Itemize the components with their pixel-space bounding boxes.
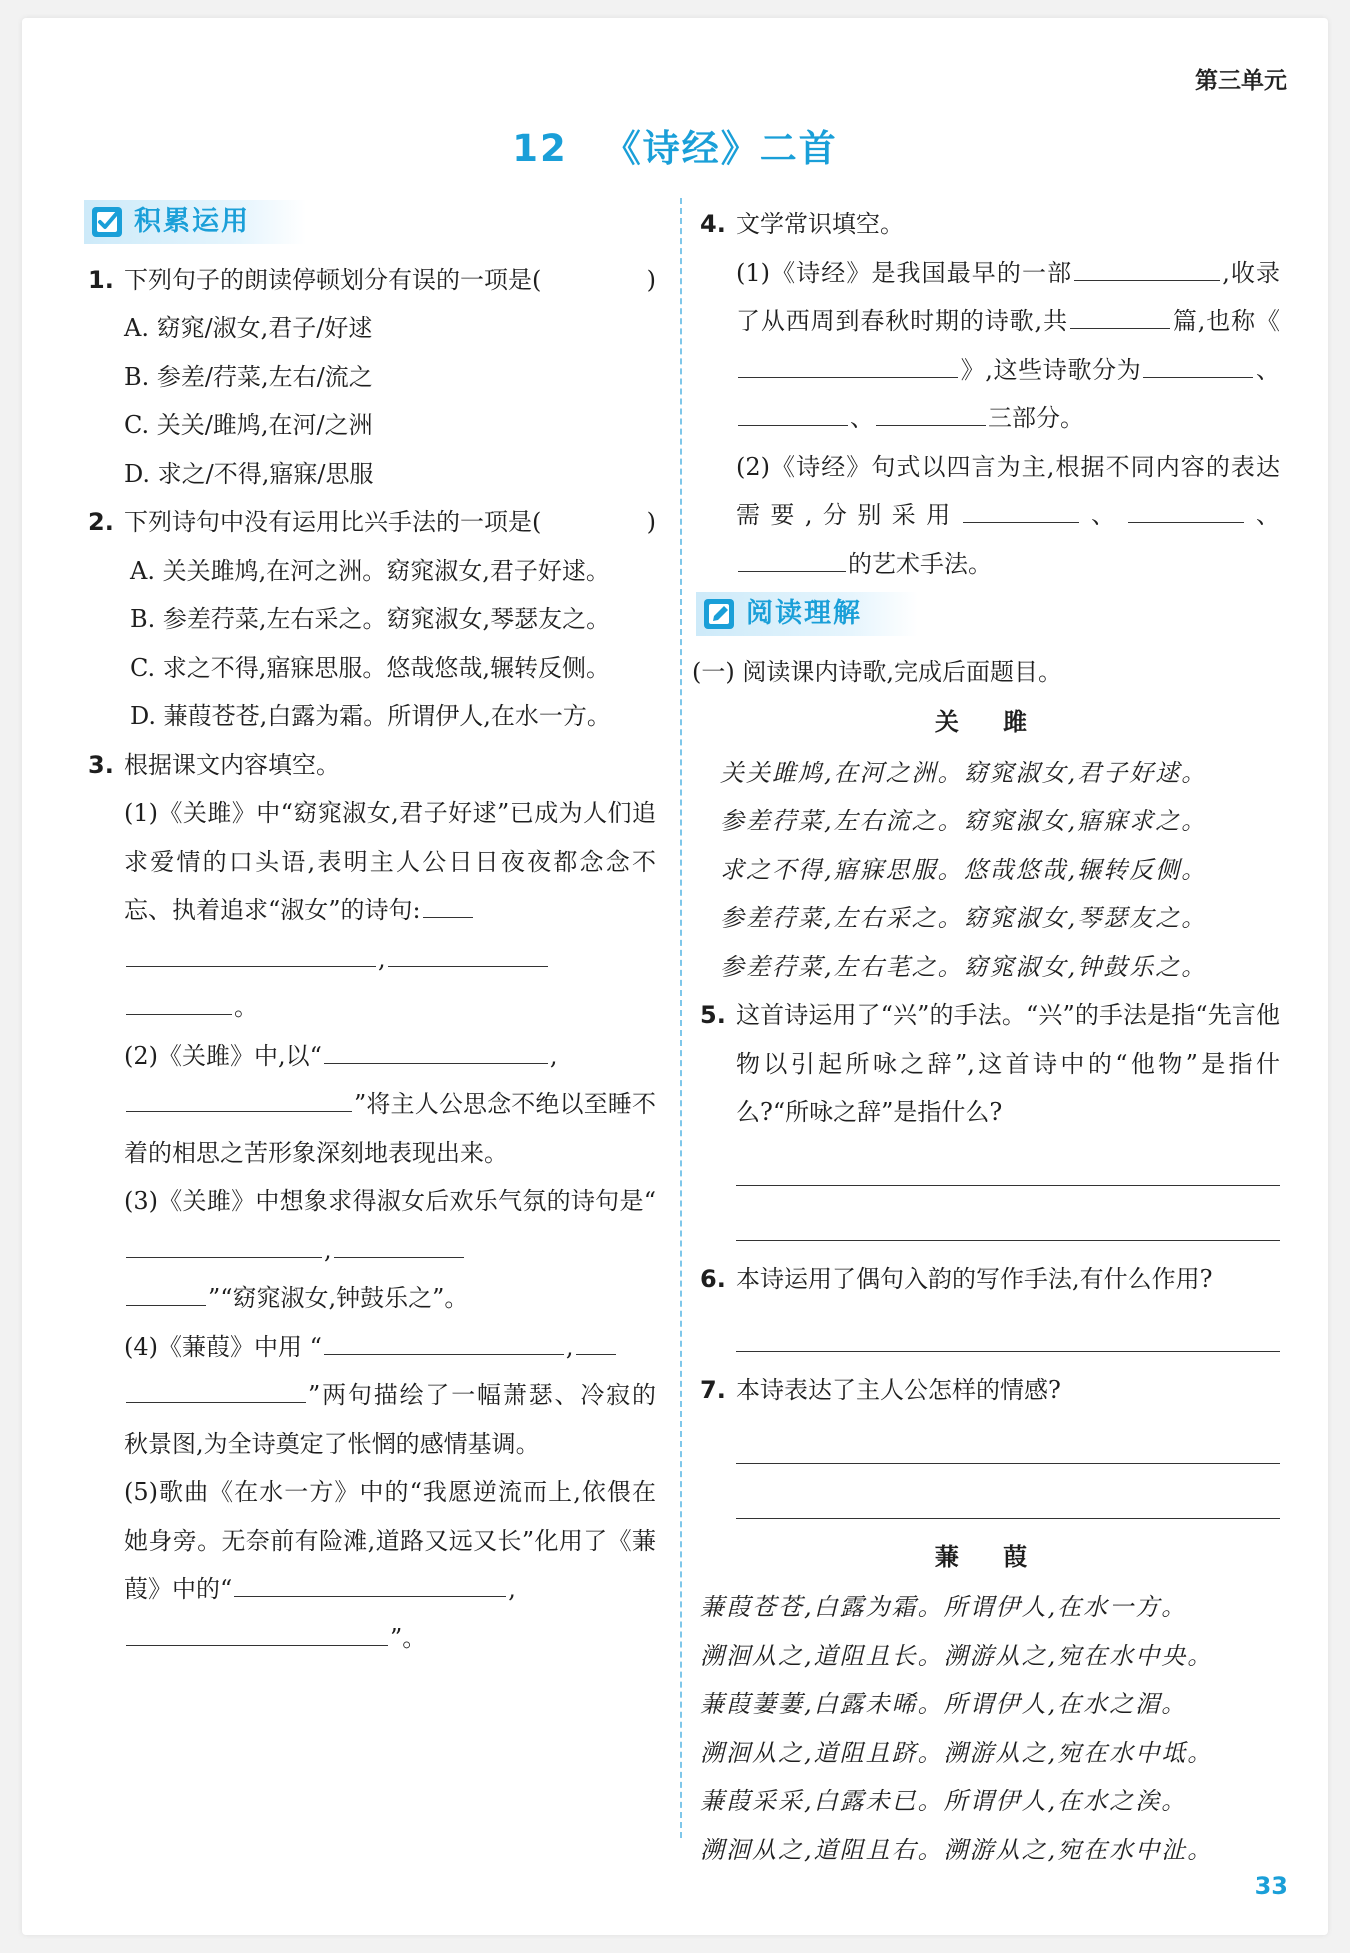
poem-line: 关关雎鸠,在河之洲。窈窕淑女,君子好逑。 <box>720 758 1208 787</box>
fill-item-4 <box>88 1323 656 1469</box>
poem-line: 溯洄从之,道阻且跻。溯游从之,宛在水中坻。 <box>700 1738 1214 1767</box>
item-text: ”两句描绘了一幅萧瑟、冷寂的秋景图,为全诗奠定了怅惘的感情基调。 <box>124 1381 656 1458</box>
option-c: C. 关关/雎鸠,在河/之洲 <box>124 411 373 439</box>
section-header-accumulate <box>84 200 306 244</box>
question-number: 7. <box>700 1376 726 1404</box>
question-number: 5. <box>700 1001 726 1029</box>
answer-bracket[interactable]: ) <box>646 508 656 536</box>
question-number: 1. <box>88 265 114 294</box>
poem-line: 溯洄从之,道阻且右。溯游从之,宛在水中沚。 <box>700 1835 1214 1864</box>
option-a: A. 窈窕/淑女,君子/好逑 <box>124 314 373 342</box>
answer-blank[interactable] <box>1070 298 1170 329</box>
question-text: 本诗运用了偶句入韵的写作手法,有什么作用? <box>736 1264 1213 1293</box>
answer-blank[interactable] <box>963 492 1079 523</box>
option-a: A. 关关雎鸠,在河之洲。窈窕淑女,君子好逑。 <box>130 556 610 585</box>
answer-blank[interactable] <box>324 1324 564 1355</box>
answer-blank[interactable] <box>388 936 548 967</box>
poem-line: 溯洄从之,道阻且长。溯游从之,宛在水中央。 <box>700 1641 1214 1670</box>
answer-line[interactable] <box>736 1303 1280 1352</box>
answer-blank[interactable] <box>324 1033 548 1064</box>
question-text: 这首诗运用了“兴”的手法。“兴”的手法是指“先言他物以引起所咏之辞”,这首诗中的“他物”是指什么?“所咏之辞”是指什么? <box>736 1001 1280 1126</box>
question-text: 本诗表达了主人公怎样的情感? <box>736 1376 1061 1404</box>
answer-blank[interactable] <box>423 887 473 918</box>
poem-line: 求之不得,寤寐思服。悠哉悠哉,辗转反侧。 <box>720 855 1208 884</box>
question-number: 3. <box>88 750 114 779</box>
unit-label: 第三单元 <box>1195 68 1287 94</box>
poem-line: 参差荇菜,左右流之。窈窕淑女,寤寐求之。 <box>720 807 1208 835</box>
answer-blank[interactable] <box>234 1566 506 1597</box>
option-d: D. 蒹葭苍苍,白露为霜。所谓伊人,在水一方。 <box>130 702 611 730</box>
punct: , <box>549 1041 558 1070</box>
section-header-reading <box>696 592 918 636</box>
answer-blank[interactable] <box>334 1227 464 1258</box>
answer-blank[interactable] <box>126 1372 306 1403</box>
question-3 <box>88 741 656 790</box>
question-5 <box>700 991 1280 1137</box>
punct: 、 <box>1245 501 1280 529</box>
item-text: 三部分。 <box>988 404 1084 432</box>
answer-blank[interactable] <box>126 1275 206 1306</box>
item-text: (5)歌曲《在水一方》中的“我愿逆流而上,依偎在她身旁。无奈前有险滩,道路又远又长”化用了《蒹葭》中的“ <box>124 1478 656 1603</box>
fill-item-5 <box>88 1468 656 1662</box>
answer-blank[interactable] <box>1128 492 1244 523</box>
item-text: (1)《关雎》中“窈窕淑女,君子好逑”已成为人们追求爱情的口头语,表明主人公日日夜夜都念念不忘、执着追求“淑女”的诗句: <box>124 799 656 924</box>
answer-blank[interactable] <box>738 347 958 378</box>
question-4 <box>700 200 1280 249</box>
left-column <box>88 200 656 1662</box>
poem-line: 蒹葭苍苍,白露为霜。所谓伊人,在水一方。 <box>700 1593 1188 1621</box>
answer-blank[interactable] <box>126 984 232 1015</box>
punct: ”。 <box>390 1623 427 1652</box>
question-number: 2. <box>88 508 114 536</box>
poem-line: 蒹葭萋萋,白露未晞。所谓伊人,在水之湄。 <box>700 1690 1188 1718</box>
question-text: 根据课文内容填空。 <box>124 750 340 779</box>
answer-line[interactable] <box>736 1137 1280 1186</box>
punct: 、 <box>1255 355 1280 384</box>
answer-line[interactable] <box>736 1192 1280 1241</box>
answer-line[interactable] <box>736 1415 1280 1464</box>
item-text: 的艺术手法。 <box>848 549 992 578</box>
answer-blank[interactable] <box>1143 347 1253 378</box>
page-number: 33 <box>1254 1872 1288 1900</box>
column-divider <box>680 198 682 1838</box>
punct: 、 <box>1080 501 1126 529</box>
section-title: 积累运用 <box>134 205 250 237</box>
check-box-icon <box>90 205 124 239</box>
item-text: (2)《诗经》句式以四言为主,根据不同内容的表达需要,分别采用 <box>736 452 1280 529</box>
poem-title: 蒹 葭 <box>934 1542 1046 1571</box>
poem-line: 参差荇菜,左右芼之。窈窕淑女,钟鼓乐之。 <box>720 952 1208 981</box>
pencil-note-icon <box>702 597 736 631</box>
poem-line: 蒹葭采采,白露未已。所谓伊人,在水之涘。 <box>700 1787 1188 1815</box>
item-text: (2)《关雎》中,以“ <box>124 1041 322 1070</box>
lesson-title: 《诗经》二首 <box>603 127 838 170</box>
answer-blank[interactable] <box>576 1324 616 1355</box>
item-text: ,收录了从西周到春秋时期的诗歌,共 <box>736 258 1280 335</box>
fill-item-1 <box>700 249 1280 443</box>
section-title: 阅读理解 <box>746 597 862 629</box>
option-d: D. 求之/不得,寤寐/思服 <box>124 459 374 488</box>
punct: , <box>378 944 386 973</box>
question-number: 6. <box>700 1264 726 1293</box>
page-title <box>0 118 1350 172</box>
fill-item-1 <box>88 789 656 1032</box>
punct: , <box>324 1235 332 1264</box>
punct: , <box>508 1575 516 1603</box>
answer-blank[interactable] <box>126 1615 388 1646</box>
question-1 <box>88 256 656 305</box>
question-7 <box>700 1366 1280 1415</box>
answer-blank[interactable] <box>126 1227 322 1258</box>
option-c: C. 求之不得,寤寐思服。悠哉悠哉,辗转反侧。 <box>130 653 611 682</box>
poem-line: 参差荇菜,左右采之。窈窕淑女,琴瑟友之。 <box>720 904 1208 932</box>
question-text: 下列诗句中没有运用比兴手法的一项是( <box>124 508 542 536</box>
item-text: (4)《蒹葭》中用 “ <box>124 1332 322 1361</box>
question-text: 下列句子的朗读停顿划分有误的一项是( <box>124 265 542 294</box>
answer-blank[interactable] <box>738 395 848 426</box>
punct: 。 <box>234 993 258 1021</box>
right-column <box>692 200 1280 1874</box>
item-text: 篇,也称《 <box>1171 307 1280 335</box>
question-text: 文学常识填空。 <box>736 210 904 238</box>
answer-blank[interactable] <box>738 541 846 572</box>
punct: , <box>565 1332 574 1361</box>
item-text: (1)《诗经》是我国最早的一部 <box>736 258 1073 287</box>
fill-item-3 <box>88 1177 656 1323</box>
item-text: (3)《关雎》中想象求得淑女后欢乐气氛的诗句是“ <box>124 1187 656 1215</box>
poem-title: 关 雎 <box>934 708 1046 736</box>
reading-instruction: (一) 阅读课内诗歌,完成后面题目。 <box>692 657 1062 686</box>
answer-blank[interactable] <box>876 395 986 426</box>
answer-blank[interactable] <box>126 936 376 967</box>
option-b: B. 参差/荇菜,左右/流之 <box>124 362 373 391</box>
question-6 <box>700 1255 1280 1304</box>
punct: 、 <box>850 404 874 432</box>
question-2 <box>88 498 656 547</box>
item-text: ”“窈窕淑女,钟鼓乐之”。 <box>208 1284 469 1312</box>
option-b: B. 参差荇菜,左右采之。窈窕淑女,琴瑟友之。 <box>130 605 611 633</box>
fill-item-2 <box>700 443 1280 589</box>
answer-bracket[interactable]: ) <box>646 265 656 294</box>
answer-line[interactable] <box>736 1470 1280 1519</box>
answer-blank[interactable] <box>126 1081 352 1112</box>
lesson-number: 12 <box>512 127 568 170</box>
item-text: 》,这些诗歌分为 <box>960 355 1142 384</box>
answer-blank[interactable] <box>1074 250 1220 281</box>
item-text: ”将主人公思念不绝以至睡不着的相思之苦形象深刻地表现出来。 <box>124 1090 656 1167</box>
fill-item-2 <box>88 1032 656 1178</box>
question-number: 4. <box>700 210 726 238</box>
